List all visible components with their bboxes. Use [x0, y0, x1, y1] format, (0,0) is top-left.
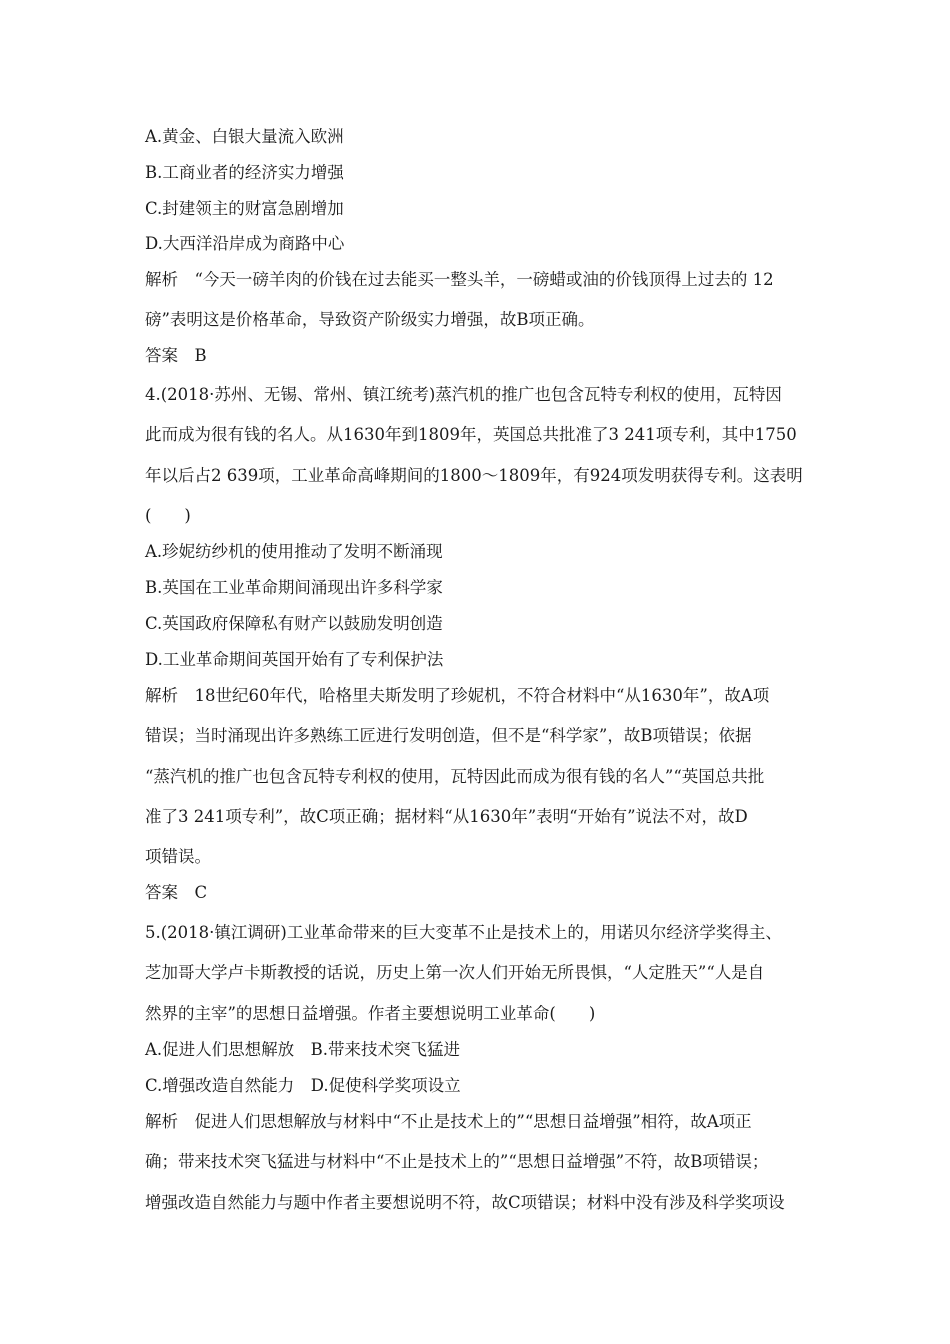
- question-4-line1: 4.(2018·苏州、无锡、常州、镇江统考)蒸汽机的推广也包含瓦特专利权的使用，瓦特因: [145, 385, 782, 404]
- option-c-q3: C.封建领主的财富急剧增加: [145, 199, 344, 218]
- options-cd-q5: C.增强改造自然能力 D.促使科学奖项设立: [145, 1076, 461, 1095]
- question-5-line2: 芝加哥大学卢卡斯教授的话说，历史上第一次人们开始无所畏惧，“人定胜天”“人是自: [145, 963, 765, 982]
- option-b-q4: B.英国在工业革命期间涌现出许多科学家: [145, 578, 443, 597]
- option-a-q4: A.珍妮纺纱机的使用推动了发明不断涌现: [145, 542, 443, 561]
- analysis-q5-line3: 增强改造自然能力与题中作者主要想说明不符，故C项错误；材料中没有涉及科学奖项设: [145, 1193, 785, 1212]
- analysis-q4-line3: “蒸汽机的推广也包含瓦特专利权的使用，瓦特因此而成为很有钱的名人”“英国总共批: [145, 767, 765, 786]
- option-c-q4: C.英国政府保障私有财产以鼓励发明创造: [145, 614, 443, 633]
- analysis-q5-line2: 确；带来技术突飞猛进与材料中“不止是技术上的”“思想日益增强”不符，故B项错误；: [145, 1152, 769, 1171]
- analysis-q3-line2: 磅”表明这是价格革命，导致资产阶级实力增强，故B项正确。: [145, 310, 595, 329]
- question-5-line3: 然界的主宰”的思想日益增强。作者主要想说明工业革命( ): [145, 1004, 596, 1023]
- question-4-line3: 年以后占2 639项，工业革命高峰期间的1800～1809年，有924项发明获得专利。这表明: [145, 466, 803, 485]
- question-4-line4: ( ): [145, 506, 191, 525]
- option-b-q3: B.工商业者的经济实力增强: [145, 163, 344, 182]
- answer-q3: 答案 B: [145, 346, 207, 365]
- option-d-q3: D.大西洋沿岸成为商路中心: [145, 234, 345, 253]
- option-a-q3: A.黄金、白银大量流入欧洲: [145, 127, 344, 146]
- question-5-line1: 5.(2018·镇江调研)工业革命带来的巨大变革不止是技术上的，用诺贝尔经济学奖得主、: [145, 923, 782, 942]
- option-d-q4: D.工业革命期间英国开始有了专利保护法: [145, 650, 444, 669]
- analysis-q4-line5: 项错误。: [145, 847, 211, 866]
- analysis-q4-line2: 错误；当时涌现出许多熟练工匠进行发明创造，但不是“科学家”，故B项错误；依据: [145, 726, 752, 745]
- options-ab-q5: A.促进人们思想解放 B.带来技术突飞猛进: [145, 1040, 461, 1059]
- analysis-q3-line1: 解析 “今天一磅羊肉的价钱在过去能买一整头羊，一磅蜡或油的价钱顶得上过去的 12: [145, 270, 774, 289]
- analysis-q5-line1: 解析 促进人们思想解放与材料中“不止是技术上的”“思想日益增强”相符，故A项正: [145, 1112, 752, 1131]
- question-4-line2: 此而成为很有钱的名人。从1630年到1809年，英国总共批准了3 241项专利，其中1750: [145, 425, 797, 444]
- analysis-q4-line1: 解析 18世纪60年代，哈格里夫斯发明了珍妮机，不符合材料中“从1630年”，故A项: [145, 686, 770, 705]
- analysis-q4-line4: 准了3 241项专利”，故C项正确；据材料“从1630年”表明“开始有”说法不对，故D: [145, 807, 748, 826]
- answer-q4: 答案 C: [145, 883, 208, 902]
